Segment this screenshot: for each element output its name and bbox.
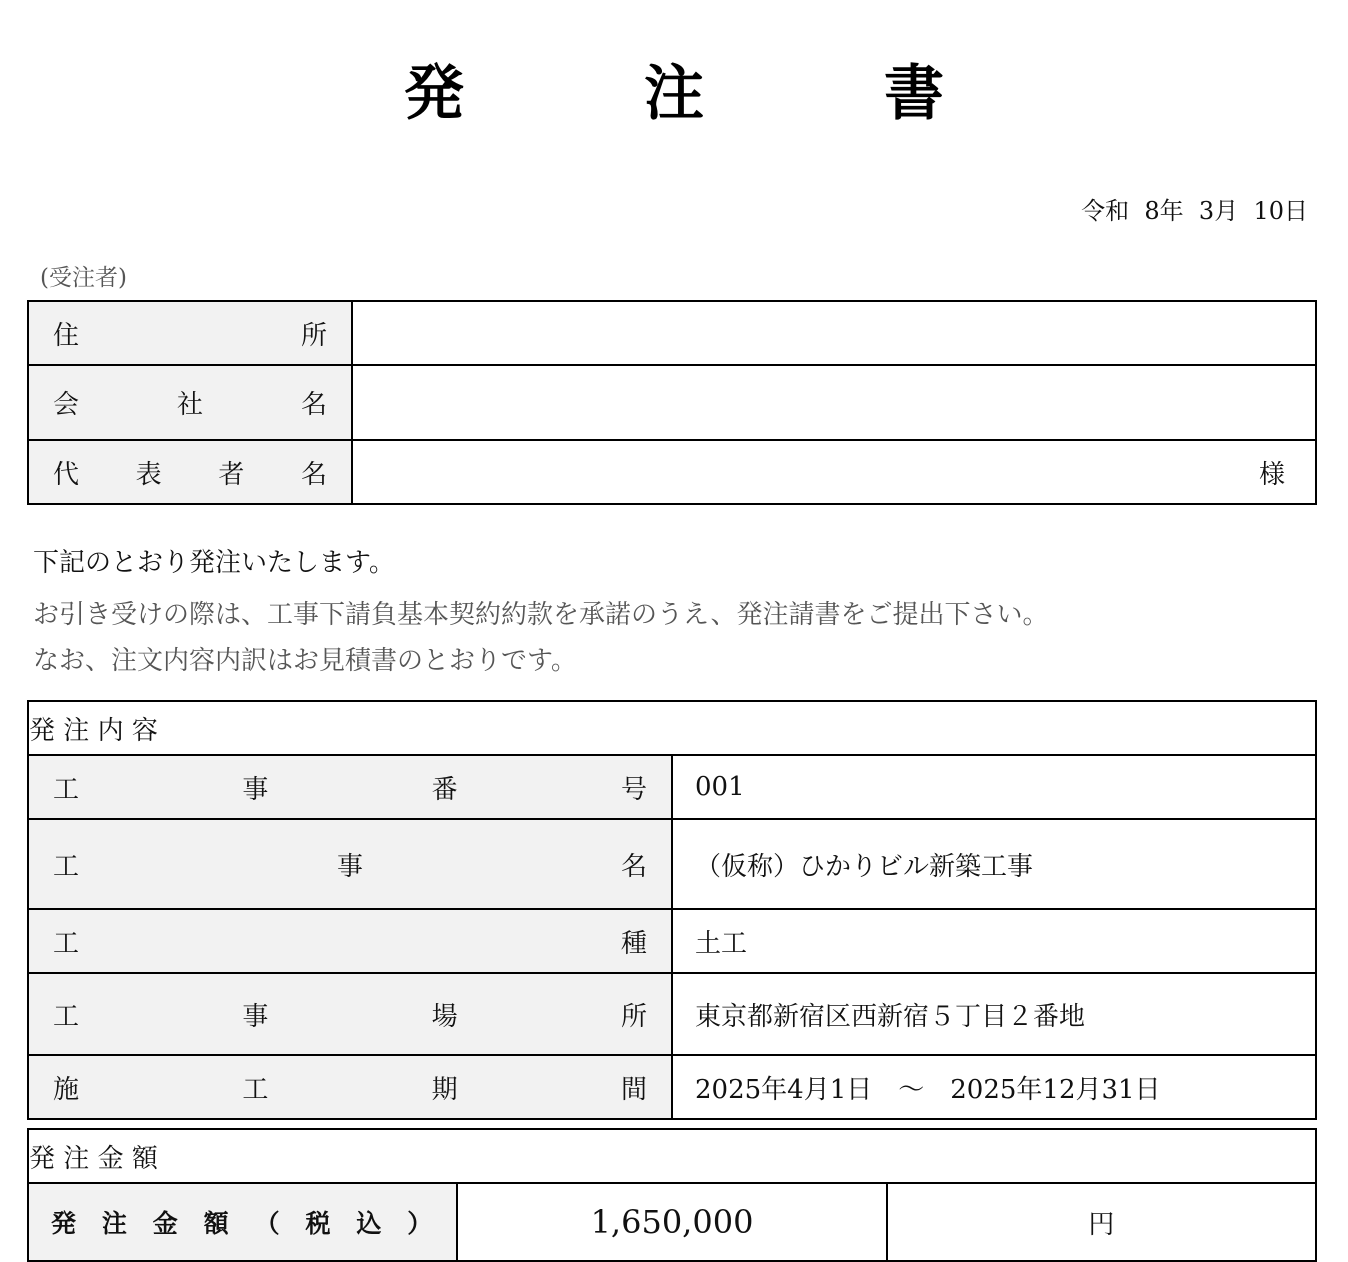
- table-row: [28, 973, 1316, 1055]
- label-char: 名: [620, 851, 647, 882]
- label-char: （: [254, 1209, 280, 1238]
- construction-period-label: [28, 1055, 672, 1119]
- work-type-label: [28, 909, 672, 973]
- label-char: 代: [53, 459, 80, 490]
- work-number-value: 001: [672, 755, 1316, 819]
- label-char: 工: [53, 774, 80, 805]
- recipient-section-label: (受注者): [40, 265, 127, 291]
- label-char: 発: [51, 1209, 77, 1238]
- label-char: 住: [53, 320, 80, 351]
- header-char: 注: [63, 715, 90, 746]
- company-name-label: [28, 365, 352, 440]
- table-row: [28, 365, 1316, 440]
- label-char: 事: [336, 851, 363, 882]
- header-char: 金: [97, 1143, 124, 1174]
- header-char: 容: [131, 715, 158, 746]
- label-char: 場: [431, 1001, 458, 1032]
- address-label: [28, 301, 352, 365]
- label-char: 名: [300, 459, 327, 490]
- label-char: ）: [407, 1209, 433, 1238]
- label-char: 工: [53, 928, 80, 959]
- label-char: 込: [356, 1209, 382, 1238]
- table-row: [28, 755, 1316, 819]
- title-char: 書: [884, 59, 944, 129]
- company-name-field[interactable]: [352, 365, 1316, 440]
- order-amount-value: 1,650,000: [457, 1183, 886, 1261]
- label-char: 施: [53, 1074, 80, 1105]
- label-char: 名: [300, 390, 327, 420]
- section-header: [28, 701, 1316, 755]
- recipient-table: [27, 300, 1317, 505]
- title-char: 注: [644, 59, 704, 129]
- honorific-sama: 様: [1258, 459, 1285, 490]
- representative-name-label: [28, 440, 352, 504]
- header-char: 発: [29, 1143, 56, 1174]
- label-char: 所: [620, 1001, 647, 1032]
- label-char: 税: [305, 1209, 331, 1238]
- table-row: [28, 1183, 1316, 1261]
- header-char: 注: [63, 1143, 90, 1174]
- label-char: 期: [431, 1074, 458, 1105]
- table-row: [28, 440, 1316, 504]
- label-char: 番: [431, 774, 458, 805]
- label-char: 者: [218, 459, 245, 490]
- table-row: [28, 909, 1316, 973]
- section-header: [28, 1129, 1316, 1183]
- order-message: 下記のとおり発注いたします。: [33, 548, 395, 578]
- header-char: 発: [29, 715, 56, 746]
- label-char: 所: [300, 320, 327, 351]
- document-title: [0, 52, 1348, 136]
- estimate-note: なお、注文内容内訳はお見積書のとおりです。: [33, 646, 577, 676]
- label-char: 事: [242, 774, 269, 805]
- header-char: 内: [97, 715, 124, 746]
- work-name-label: [28, 819, 672, 909]
- label-char: 会: [53, 390, 80, 420]
- label-char: 事: [242, 1001, 269, 1032]
- representative-name-field[interactable]: [352, 440, 1316, 504]
- currency-unit: 円: [887, 1183, 1316, 1261]
- order-details-header: [28, 701, 1316, 755]
- label-char: 表: [135, 459, 162, 490]
- terms-message: お引き受けの際は、工事下請負基本契約約款を承諾のうえ、発注請書をご提出下さい。: [33, 600, 1049, 630]
- order-amount-table: [27, 1128, 1317, 1262]
- work-type-value: 土工: [672, 909, 1316, 973]
- issue-date: 令和 8年 3月 10日: [1081, 197, 1308, 225]
- work-location-value: 東京都新宿区西新宿５丁目２番地: [672, 973, 1316, 1055]
- label-char: 間: [620, 1074, 647, 1105]
- order-amount-header: [28, 1129, 1316, 1183]
- table-row: [28, 819, 1316, 909]
- label-char: 額: [203, 1209, 229, 1238]
- label-char: 注: [101, 1209, 127, 1238]
- label-char: 工: [53, 1001, 80, 1032]
- address-field[interactable]: [352, 301, 1316, 365]
- title-char: 発: [404, 59, 464, 129]
- construction-period-value: 2025年4月1日 ～ 2025年12月31日: [672, 1055, 1316, 1119]
- label-char: 金: [152, 1209, 178, 1238]
- label-char: 工: [242, 1074, 269, 1105]
- work-location-label: [28, 973, 672, 1055]
- table-row: [28, 1055, 1316, 1119]
- order-amount-label: [28, 1183, 457, 1261]
- table-row: [28, 301, 1316, 365]
- label-char: 種: [620, 928, 647, 959]
- label-char: 号: [620, 774, 647, 805]
- label-char: 工: [53, 851, 80, 882]
- label-char: 社: [176, 390, 203, 420]
- order-details-table: [27, 700, 1317, 1120]
- work-name-value: （仮称）ひかりビル新築工事: [672, 819, 1316, 909]
- work-number-label: [28, 755, 672, 819]
- header-char: 額: [131, 1143, 158, 1174]
